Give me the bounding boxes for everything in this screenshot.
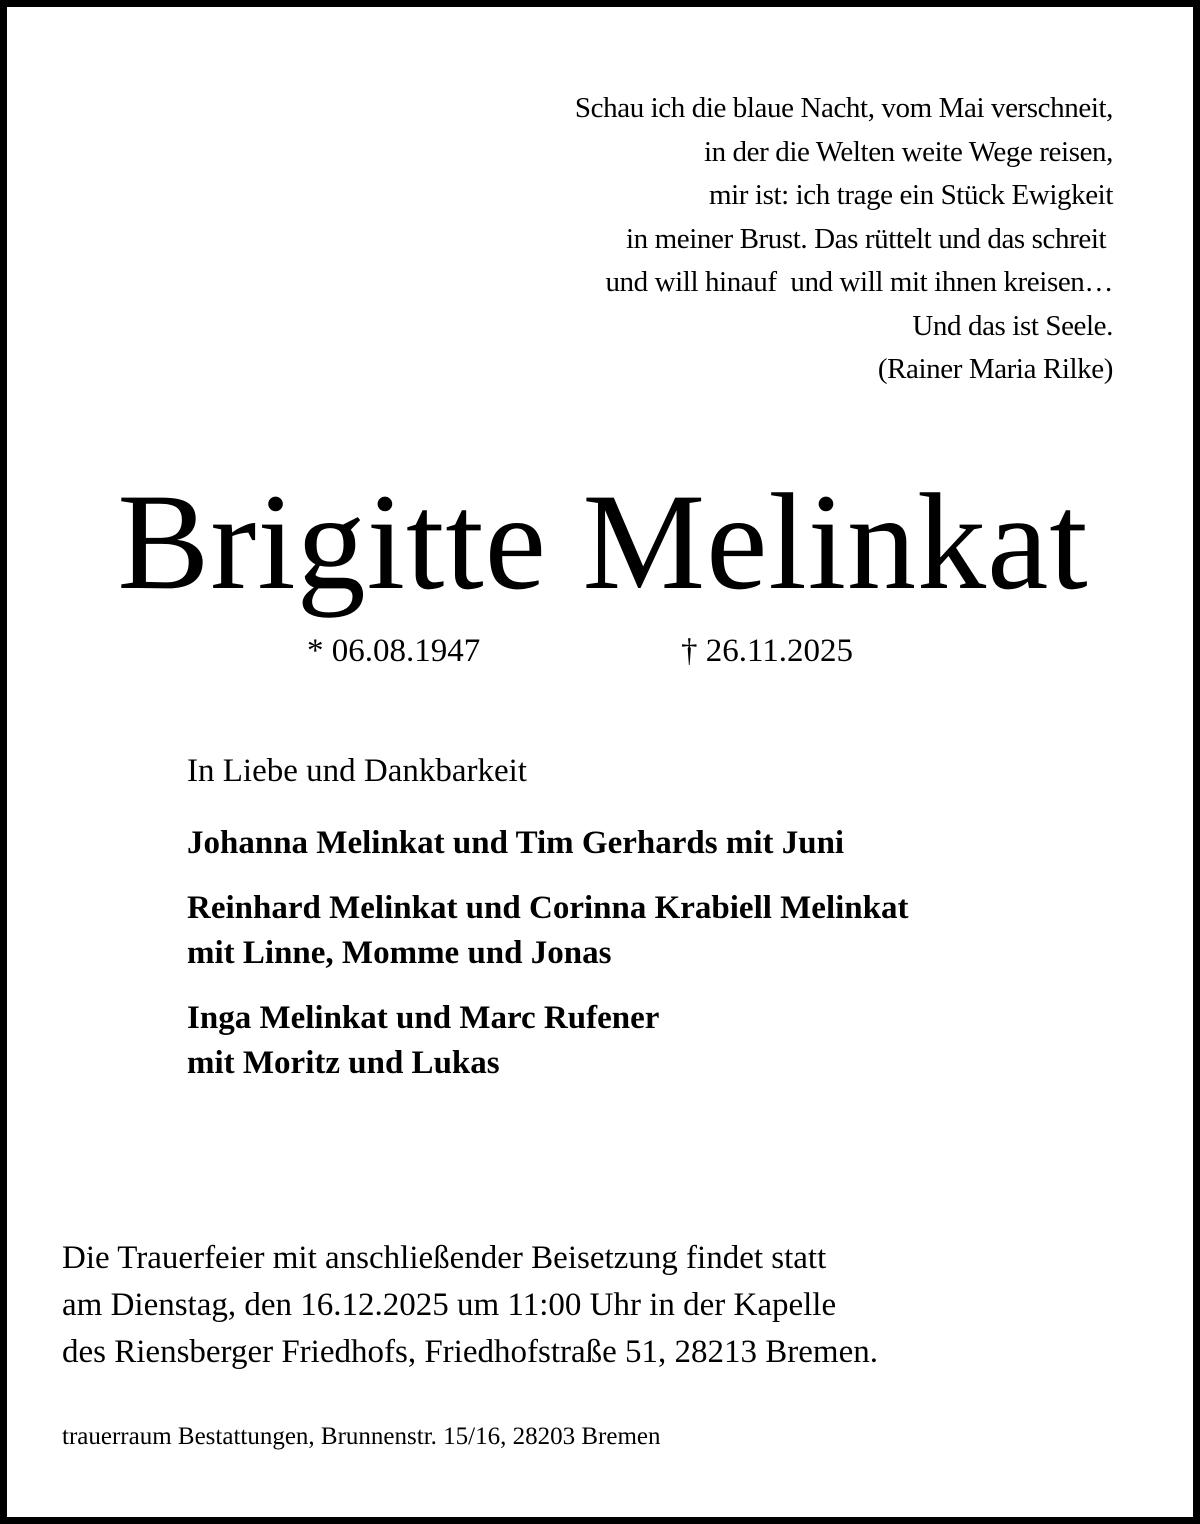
death-date: † 26.11.2025	[681, 633, 854, 669]
poem-line: Und das ist Seele.	[912, 309, 1113, 342]
funeral-line: des Riensberger Friedhofs, Friedhofstraße 51, 28213 Bremen.	[62, 1334, 878, 1370]
mourners-intro: In Liebe und Dankbarkeit	[187, 753, 527, 789]
poem-line: und will hinauf und will mit ihnen kreisen…	[605, 266, 1113, 298]
deceased-name: Brigitte Melinkat	[117, 465, 1089, 618]
family-line: Johanna Melinkat und Tim Gerhards mit Juni	[187, 825, 845, 861]
funeral-line: am Dienstag, den 16.12.2025 um 11:00 Uhr in der Kapelle	[62, 1287, 837, 1323]
poem-line: in der die Welten weite Wege reisen,	[703, 135, 1113, 168]
birth-date: * 06.08.1947	[307, 633, 481, 669]
funeral-details	[62, 1235, 1162, 1376]
family-group	[187, 996, 1147, 1086]
poem-author: (Rainer Maria Rilke)	[877, 353, 1113, 385]
family-line: Reinhard Melinkat und Corinna Krabiell Melinkat	[187, 890, 909, 926]
poem-line: Schau ich die blaue Nacht, vom Mai verschneit,	[574, 92, 1113, 124]
family-line: mit Moritz und Lukas	[187, 1045, 500, 1081]
family-line: mit Linne, Momme und Jonas	[187, 935, 612, 971]
undertaker-info: trauerraum Bestattungen, Brunnenstr. 15/16, 28203 Bremen	[62, 1423, 661, 1450]
life-dates	[7, 629, 1200, 679]
mourners-section	[187, 749, 1147, 1106]
poem-line: mir ist: ich trage ein Stück Ewigkeit	[708, 179, 1113, 211]
funeral-line: Die Trauerfeier mit anschließender Beisetzung findet statt	[62, 1240, 827, 1276]
family-group	[187, 886, 1147, 976]
poem-line: in meiner Brust. Das rüttelt und das schreit	[626, 222, 1113, 255]
poem-quote	[213, 87, 1113, 392]
family-line: Inga Melinkat und Marc Rufener	[187, 1000, 660, 1036]
family-group	[187, 821, 1147, 866]
